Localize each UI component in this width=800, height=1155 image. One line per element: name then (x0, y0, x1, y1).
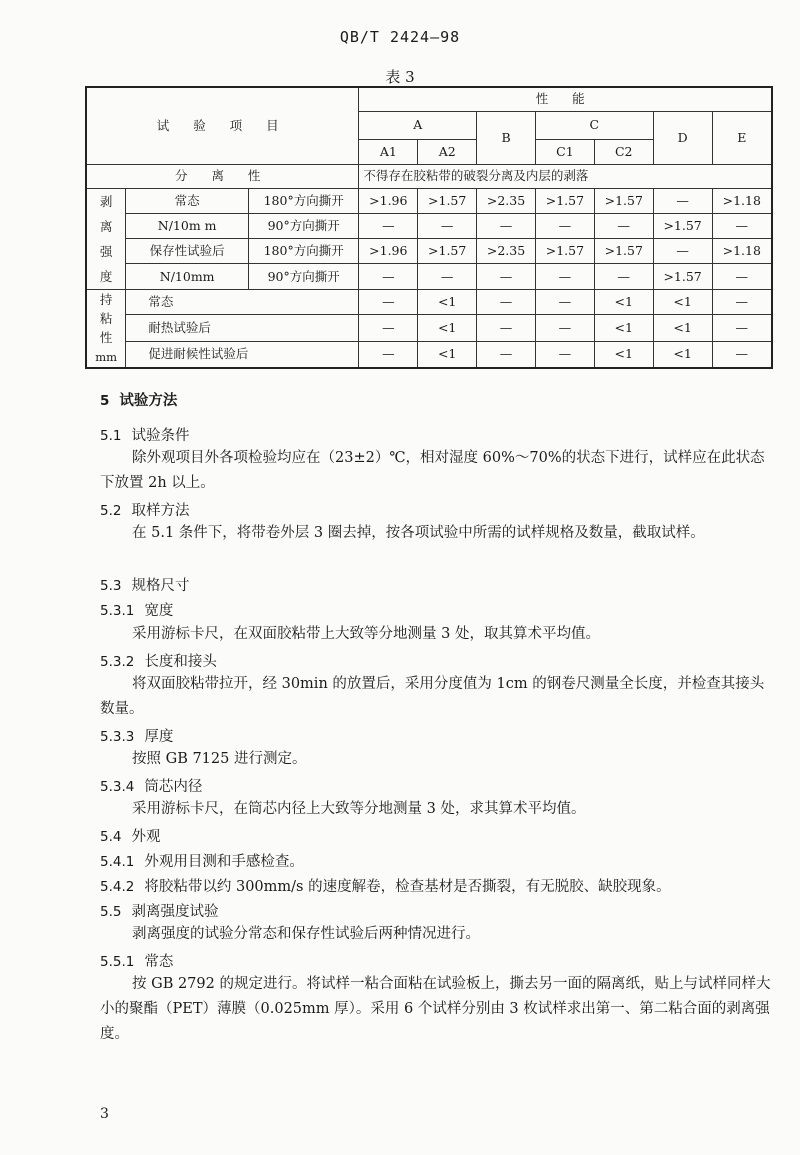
section-5-4-1 (100, 850, 304, 871)
section-title: 剥离强度试验 (131, 904, 219, 920)
section-5-4-2 (100, 875, 671, 896)
section-title: 筒芯内径 (144, 779, 203, 795)
cell: — (712, 264, 772, 289)
cell: >1.57 (535, 188, 594, 213)
holding-group-label (86, 289, 126, 368)
cell: — (712, 315, 772, 342)
section-5-4-heading (100, 825, 160, 846)
section-number: 5.4.1 (100, 854, 135, 870)
separation-label: 分 离 性 (86, 164, 359, 188)
section-text: 外观用目测和手感检查。 (144, 854, 304, 870)
section-title: 规格尺寸 (131, 578, 190, 594)
cell: — (535, 289, 594, 315)
cell: — (712, 213, 772, 238)
cell: <1 (418, 289, 477, 315)
section-5-3-4-text: 采用游标卡尺，在筒芯内径上大致等分地测量 3 处，求其算术平均值。 (132, 801, 586, 817)
cell: <1 (594, 342, 653, 368)
section-5-5-heading (100, 900, 218, 921)
section-5-5-1-text: 按 GB 2792 的规定进行。将试样一粘合面粘在试验板上，撕去另一面的隔离纸，贴上与试样同样大小的聚酯（PET）薄膜（0.025mm 厚）。采用 6 个试样分别由 3 枚试样求出第一、第二粘合面的剥离强度。 (100, 976, 771, 1042)
peel-storage-90-label: 90°方向撕开 (248, 264, 358, 289)
cell: — (359, 213, 418, 238)
cell: <1 (653, 315, 712, 342)
section-number: 5.4.2 (100, 879, 135, 895)
section-number: 5 (100, 393, 110, 409)
section-5-3-2-heading (100, 650, 217, 671)
table-caption: 表 3 (385, 68, 415, 86)
peel-storage-label: 保存性试验后 (126, 239, 249, 264)
header-E: E (712, 111, 772, 164)
cell: — (535, 342, 594, 368)
section-number: 5.5.1 (100, 954, 135, 970)
section-5-3-1-heading (100, 599, 173, 620)
section-number: 5.3 (100, 578, 122, 594)
holding-row-label: 常态 (126, 289, 359, 315)
cell: >1.96 (359, 188, 418, 213)
cell: >1.57 (653, 213, 712, 238)
holding-unit: mm (95, 349, 118, 364)
cell: — (359, 289, 418, 315)
cell: <1 (418, 315, 477, 342)
cell: — (535, 213, 594, 238)
section-number: 5.3.4 (100, 779, 135, 795)
cell: <1 (594, 289, 653, 315)
cell: — (653, 188, 712, 213)
section-text: 将胶粘带以约 300mm/s 的速度解卷，检查基材是否撕裂，有无脱胶、缺胶现象。 (144, 879, 671, 895)
cell: — (359, 264, 418, 289)
holding-label: 持粘性 (99, 291, 113, 345)
section-title: 常态 (144, 954, 174, 970)
performance-table (85, 86, 773, 369)
cell: >1.57 (653, 264, 712, 289)
cell: — (712, 289, 772, 315)
cell: >1.57 (418, 188, 477, 213)
cell: — (359, 315, 418, 342)
section-title: 试验条件 (131, 428, 190, 444)
section-title: 厚度 (144, 729, 174, 745)
cell: <1 (418, 342, 477, 368)
cell: — (418, 264, 477, 289)
section-number: 5.3.1 (100, 603, 135, 619)
section-5-3-3-text: 按照 GB 7125 进行测定。 (132, 751, 307, 767)
cell: >2.35 (477, 188, 536, 213)
cell: >1.18 (712, 239, 772, 264)
header-performance: 性 能 (359, 87, 772, 111)
header-A1: A1 (359, 139, 418, 164)
section-5-1-heading (100, 424, 189, 445)
cell: — (653, 239, 712, 264)
page-number: 3 (100, 1106, 109, 1122)
header-C: C (535, 111, 653, 139)
standard-code-header: QB/T 2424—98 (339, 28, 461, 46)
section-number: 5.5 (100, 904, 122, 920)
cell: <1 (594, 315, 653, 342)
cell: — (594, 264, 653, 289)
peel-strength-group-label (86, 188, 126, 289)
cell: >1.57 (594, 239, 653, 264)
section-number: 5.3.2 (100, 654, 135, 670)
holding-row-label: 促进耐候性试验后 (126, 342, 359, 368)
cell: — (359, 342, 418, 368)
cell: >1.96 (359, 239, 418, 264)
header-test-item: 试 验 项 目 (86, 87, 359, 164)
cell: — (477, 289, 536, 315)
cell: — (594, 213, 653, 238)
cell: >1.57 (535, 239, 594, 264)
cell: >2.35 (477, 239, 536, 264)
peel-normal-90-label: 90°方向撕开 (248, 213, 358, 238)
section-title: 长度和接头 (144, 654, 217, 670)
header-A: A (359, 111, 477, 139)
section-5-2-text: 在 5.1 条件下，将带卷外层 3 圈去掉，按各项试验中所需的试样规格及数量，截取试样。 (132, 525, 705, 541)
separation-requirement: 不得存在胶粘带的破裂分离及内层的剥落 (359, 164, 772, 188)
cell: — (535, 315, 594, 342)
header-A2: A2 (418, 139, 477, 164)
section-title: 取样方法 (131, 503, 190, 519)
cell: — (535, 264, 594, 289)
section-5-3-heading (100, 574, 189, 595)
section-5-2-heading (100, 499, 189, 520)
header-C1: C1 (535, 139, 594, 164)
section-number: 5.1 (100, 428, 122, 444)
section-5-3-3-heading (100, 725, 173, 746)
section-5-3-4-heading (100, 775, 202, 796)
section-5-3-2-text: 将双面胶粘带拉开，经 30min 的放置后，采用分度值为 1cm 的钢卷尺测量全长度，并检查其接头数量。 (100, 676, 765, 717)
section-5-1-text: 除外观项目外各项检验均应在（23±2）℃，相对湿度 60%～70%的状态下进行，试样应在此状态下放置 2h 以上。 (100, 450, 765, 491)
cell: >1.18 (712, 188, 772, 213)
peel-strength-char: 剥离强度 (99, 193, 113, 284)
section-5-heading (100, 389, 177, 410)
cell: — (477, 342, 536, 368)
section-number: 5.3.3 (100, 729, 135, 745)
section-5-5-text: 剥离强度的试验分常态和保存性试验后两种情况进行。 (132, 926, 480, 942)
cell: >1.57 (418, 239, 477, 264)
cell: >1.57 (594, 188, 653, 213)
header-C2: C2 (594, 139, 653, 164)
cell: — (418, 213, 477, 238)
peel-normal-unit: N/10m m (126, 213, 249, 238)
section-5-5-1-heading (100, 950, 173, 971)
cell: — (712, 342, 772, 368)
cell: — (477, 213, 536, 238)
holding-row-label: 耐热试验后 (126, 315, 359, 342)
section-title: 试验方法 (119, 392, 178, 409)
peel-normal-180-label: 180°方向撕开 (248, 188, 358, 213)
cell: <1 (653, 342, 712, 368)
cell: — (477, 315, 536, 342)
section-title: 宽度 (144, 603, 174, 619)
header-B: B (477, 111, 536, 164)
peel-storage-180-label: 180°方向撕开 (248, 239, 358, 264)
peel-normal-label: 常态 (126, 188, 249, 213)
section-5-3-1-text: 采用游标卡尺，在双面胶粘带上大致等分地测量 3 处，取其算术平均值。 (132, 626, 600, 642)
section-title: 外观 (131, 829, 161, 845)
peel-storage-unit: N/10mm (126, 264, 249, 289)
section-number: 5.4 (100, 829, 122, 845)
cell: <1 (653, 289, 712, 315)
header-D: D (653, 111, 712, 164)
section-number: 5.2 (100, 503, 122, 519)
cell: — (477, 264, 536, 289)
